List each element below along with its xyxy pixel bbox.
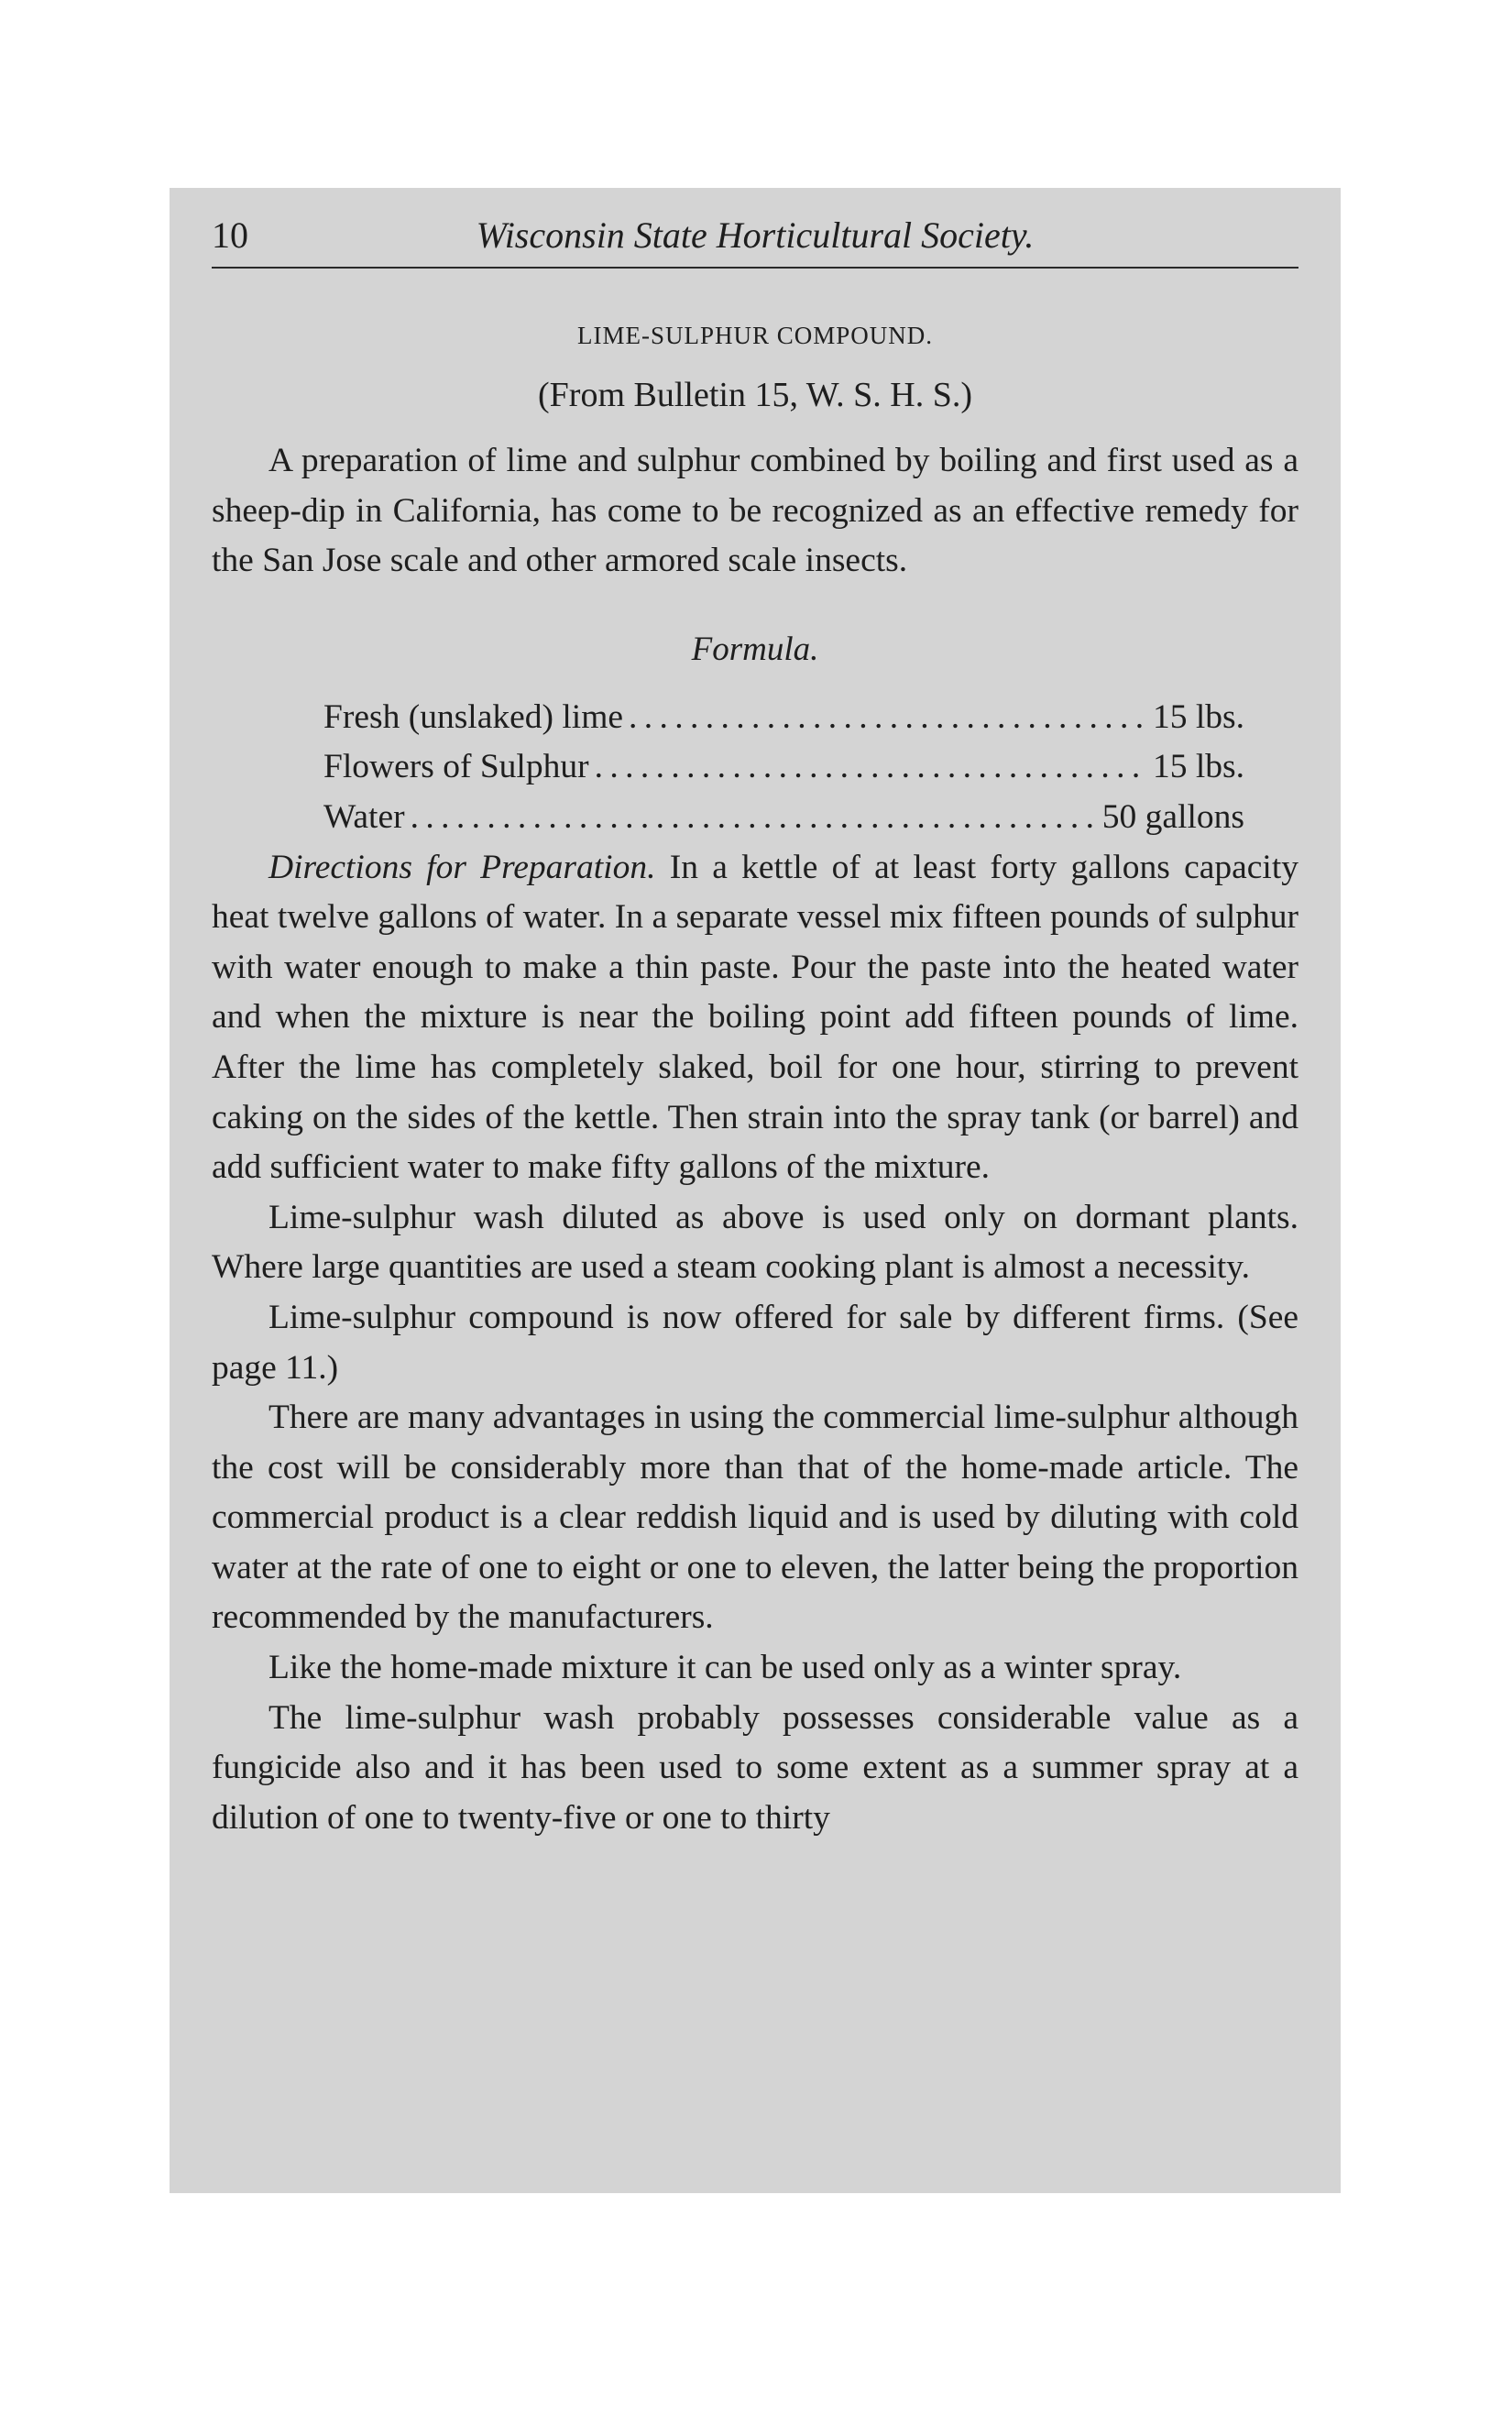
section-title: LIME-SULPHUR COMPOUND. (576, 322, 934, 349)
leader-dots (595, 742, 1147, 793)
sale-paragraph: Lime-sulphur compound is now offered for sale by different firms. (See page 11.) (212, 1298, 1298, 1387)
source-citation: (From Bulletin 15, W. S. H. S.) (538, 376, 972, 414)
leader-dots (411, 793, 1097, 843)
directions-paragraph (212, 843, 1298, 1193)
intro-paragraph: A preparation of lime and sulphur combined by boiling and first used as a sheep-dip in California, has come to be recognized as an effective remedy for the San Jose scale and other armored scale insects. (212, 442, 1298, 580)
formula-item: Flowers of Sulphur (323, 748, 589, 786)
scanned-page (170, 188, 1341, 2193)
leader-dots (629, 693, 1147, 743)
dormant-paragraph: Lime-sulphur wash diluted as above is used only on dormant plants. Where large quantities are used a steam cooking plant is almost a necessity. (212, 1198, 1298, 1287)
formula-item: Fresh (unslaked) lime (323, 697, 624, 736)
formula-amount: 15 lbs. (1152, 697, 1244, 736)
fungicide-paragraph: The lime-sulphur wash probably possesses considerable value as a fungicide also and it has been used to some extent as a summer spray at a dilution of one to twenty-five or one to thirty (212, 1698, 1298, 1837)
running-title: Wisconsin State Horticultural Society. (476, 214, 1035, 256)
header-rule (212, 267, 1298, 269)
formula-item: Water (323, 797, 405, 836)
winter-paragraph: Like the home-made mixture it can be used only as a winter spray. (268, 1649, 1182, 1687)
directions-body: In a kettle of at least forty gallons capacity heat twelve gallons of water. In a separate vessel mix fifteen pounds of sulphur with water enough to make a thin paste. Pour the paste into the heated water and when the mixture is near the boiling point add fifteen pounds of lime. After the lime has completely slaked, boil for one hour, stirring to prevent caking on the sides of the kettle. Then strain into the spray tank (or barrel) and add sufficient water to make fifty gallons of the mixture. (212, 848, 1298, 1187)
formula-amount: 15 lbs. (1152, 748, 1244, 786)
running-head (212, 210, 1298, 261)
formula-list (323, 693, 1244, 843)
page-content (212, 210, 1298, 1843)
formula-amount: 50 gallons (1101, 797, 1244, 836)
page-number: 10 (212, 214, 248, 256)
formula-row (323, 793, 1244, 843)
formula-title: Formula. (691, 630, 819, 668)
formula-row (323, 742, 1244, 793)
commercial-paragraph: There are many advantages in using the commercial lime-sulphur although the cost will be considerably more than that of the home-made article. The commercial product is a clear reddish liquid and is used by diluting with cold water at the rate of one to eight or one to eleven, the latter being the proportion recommended by the manufacturers. (212, 1399, 1298, 1637)
formula-row (323, 693, 1244, 743)
directions-heading: Directions for Preparation. (268, 848, 656, 886)
